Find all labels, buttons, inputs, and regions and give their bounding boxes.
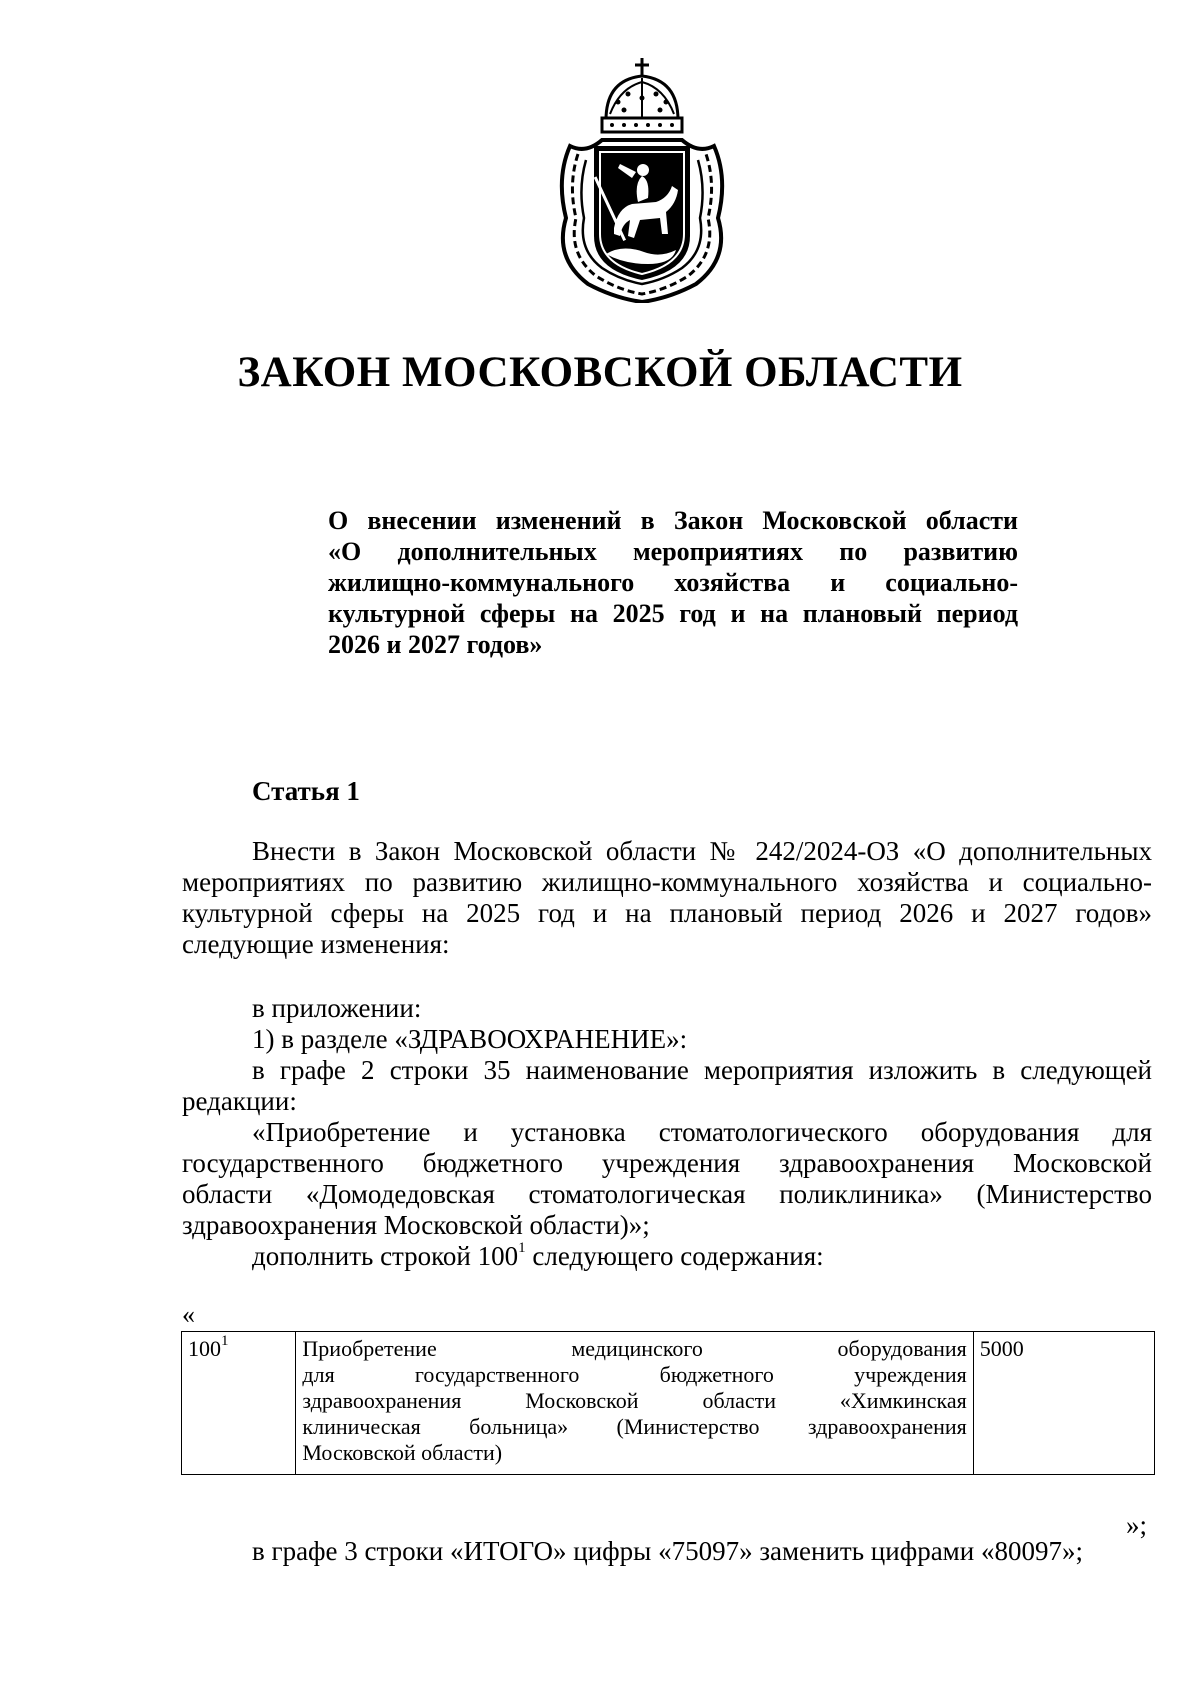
moscow-oblast-coat-of-arms-icon (548, 58, 736, 303)
intro-line: следующие изменения: (182, 929, 450, 959)
section-label: 1) в разделе «ЗДРАВООХРАНЕНИЕ»: (252, 1024, 688, 1054)
add-row-sup: 1 (518, 1240, 526, 1256)
new-text-line: области «Домодедовская стоматологическая поликлиника» (Министерство (182, 1179, 1152, 1209)
description-line: Московской области) (302, 1440, 503, 1465)
instruction-line: в графе 2 строки 35 наименование мероприятия изложить в следующей (252, 1055, 1152, 1085)
subtitle-line: жилищно-коммунального хозяйства и социально- (328, 568, 1018, 597)
subtitle-line: О внесении изменений в Закон Московской области (328, 506, 1018, 535)
table-row (182, 1332, 1155, 1475)
law-subtitle (328, 505, 1018, 660)
row-number-sup: 1 (221, 1332, 229, 1349)
row-number: 100 (188, 1336, 221, 1361)
description-line: клиническая больница» (Министерство здравоохранения (302, 1414, 967, 1439)
appendix-label: в приложении: (252, 993, 422, 1023)
add-row-prefix: дополнить строкой 100 (252, 1241, 519, 1271)
description-line: здравоохранения Московской области «Химкинская (302, 1388, 967, 1413)
article-heading: Статья 1 (252, 776, 360, 806)
subtitle-line: культурной сферы на 2025 год и на плановый период (328, 599, 1018, 628)
article-body (182, 836, 1152, 1272)
description-line: для государственного бюджетного учреждения (302, 1362, 967, 1387)
instruction-line: редакции: (182, 1086, 297, 1116)
new-text-line: «Приобретение и установка стоматологического оборудования для (252, 1117, 1152, 1147)
final-line: в графе 3 строки «ИТОГО» цифры «75097» заменить цифрами «80097»; (252, 1536, 1083, 1566)
subtitle-line: «О дополнительных мероприятиях по развитию (328, 537, 1018, 566)
new-text-line: здравоохранения Московской области)»; (182, 1210, 650, 1240)
intro-line: мероприятиях по развитию жилищно-коммунального хозяйства и социально- (182, 867, 1152, 897)
quote-open: « (182, 1300, 195, 1329)
law-title: ЗАКОН МОСКОВСКОЙ ОБЛАСТИ (237, 349, 963, 396)
insert-table (181, 1331, 1155, 1475)
row-number-cell (182, 1332, 296, 1475)
intro-line: культурной сферы на 2025 год и на плановый период 2026 и 2027 годов» (182, 898, 1152, 928)
intro-line: Внести в Закон Московской области № 242/2024-ОЗ «О дополнительных (252, 836, 1152, 866)
add-row-suffix: следующего содержания: (525, 1241, 824, 1271)
amount-cell: 5000 (973, 1332, 1154, 1475)
subtitle-line: 2026 и 2027 годов» (328, 630, 543, 659)
description-line: Приобретение медицинского оборудования (302, 1336, 967, 1361)
add-row-instruction (182, 1241, 1152, 1272)
quote-close: »; (1126, 1510, 1148, 1540)
description-cell (296, 1332, 973, 1475)
new-text-line: государственного бюджетного учреждения здравоохранения Московской (182, 1148, 1152, 1178)
